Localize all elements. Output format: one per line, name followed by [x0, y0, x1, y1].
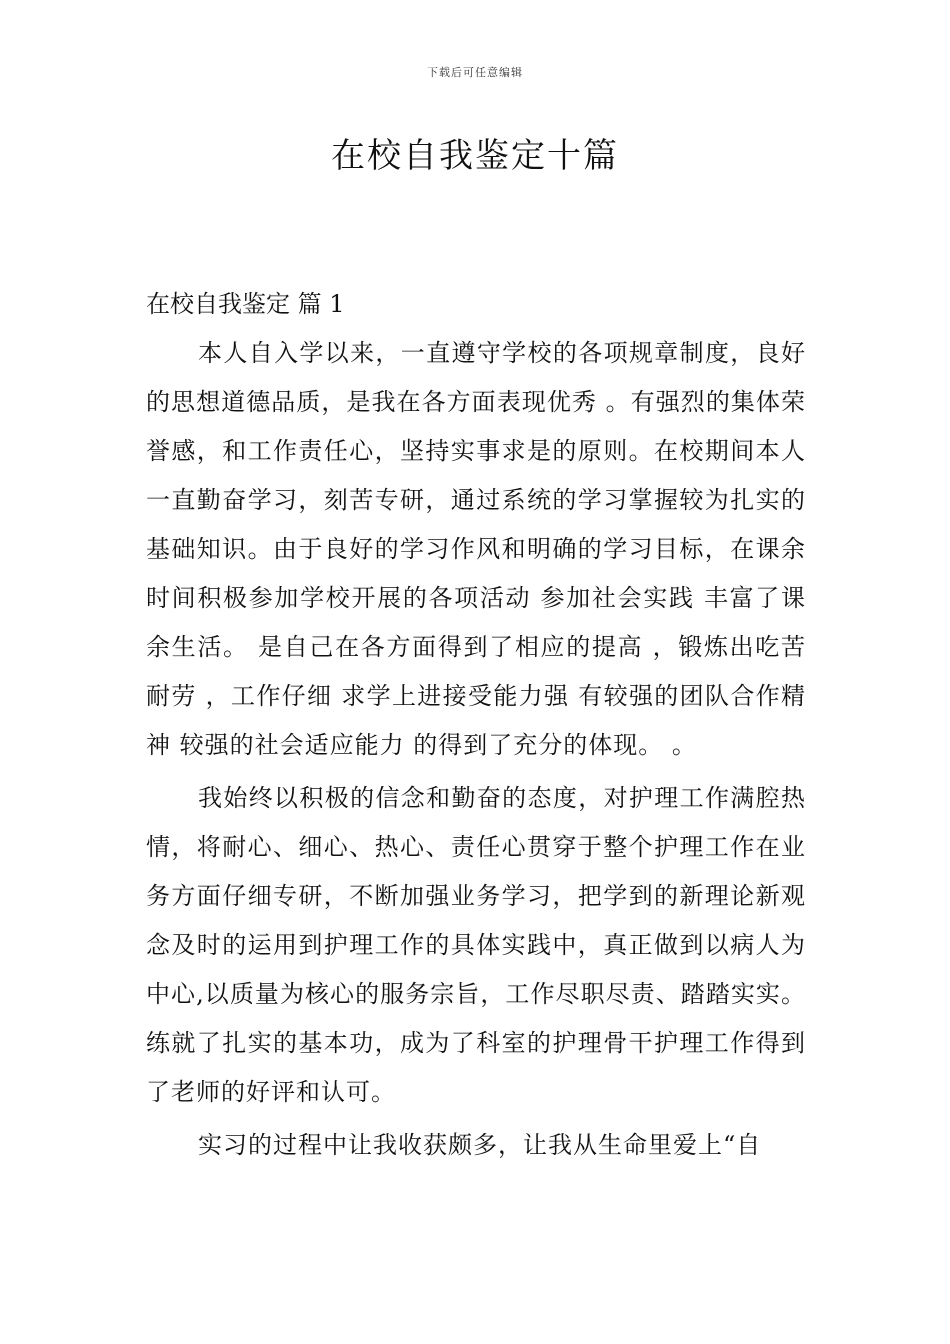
document-body	[146, 280, 806, 1170]
paragraph-1: 本人自入学以来，一直遵守学校的各项规章制度，良好的思想道德品质，是我在各方面表现优秀 。有强烈的集体荣誉感，和工作责任心，坚持实事求是的原则。在校期间本人一直勤奋学习，刻苦专研，通过系统的学习掌握较为扎实的基础知识。由于良好的学习作风和明确的学习目标，在课余时间积极参加学校开展的各项活动 参加社会实践 丰富了课余生活。 是自己在各方面得到了相应的提高 ，锻炼出吃苦耐劳 ，工作仔细 求学上进接受能力强 有较强的团队合作精神 较强的社会适应能力 的得到了充分的体现。 。	[146, 339, 806, 759]
header-note: 下载后可任意编辑	[427, 66, 523, 79]
section-heading: 在校自我鉴定 篇 1	[146, 290, 345, 318]
paragraph-2: 我始终以积极的信念和勤奋的态度，对护理工作满腔热情，将耐心、细心、热心、责任心贯穿于整个护理工作在业务方面仔细专研，不断加强业务学习，把学到的新理论新观念及时的运用到护理工作的具体实践中，真正做到以病人为中心,以质量为核心的服务宗旨，工作尽职尽责、踏踏实实。练就了扎实的基本功，成为了科室的护理骨干护理工作得到了老师的好评和认可。	[146, 784, 806, 1106]
paragraph-3: 实习的过程中让我收获颇多，让我从生命里爱上“自	[198, 1131, 762, 1159]
document-title: 在校自我鉴定十篇	[331, 136, 619, 176]
